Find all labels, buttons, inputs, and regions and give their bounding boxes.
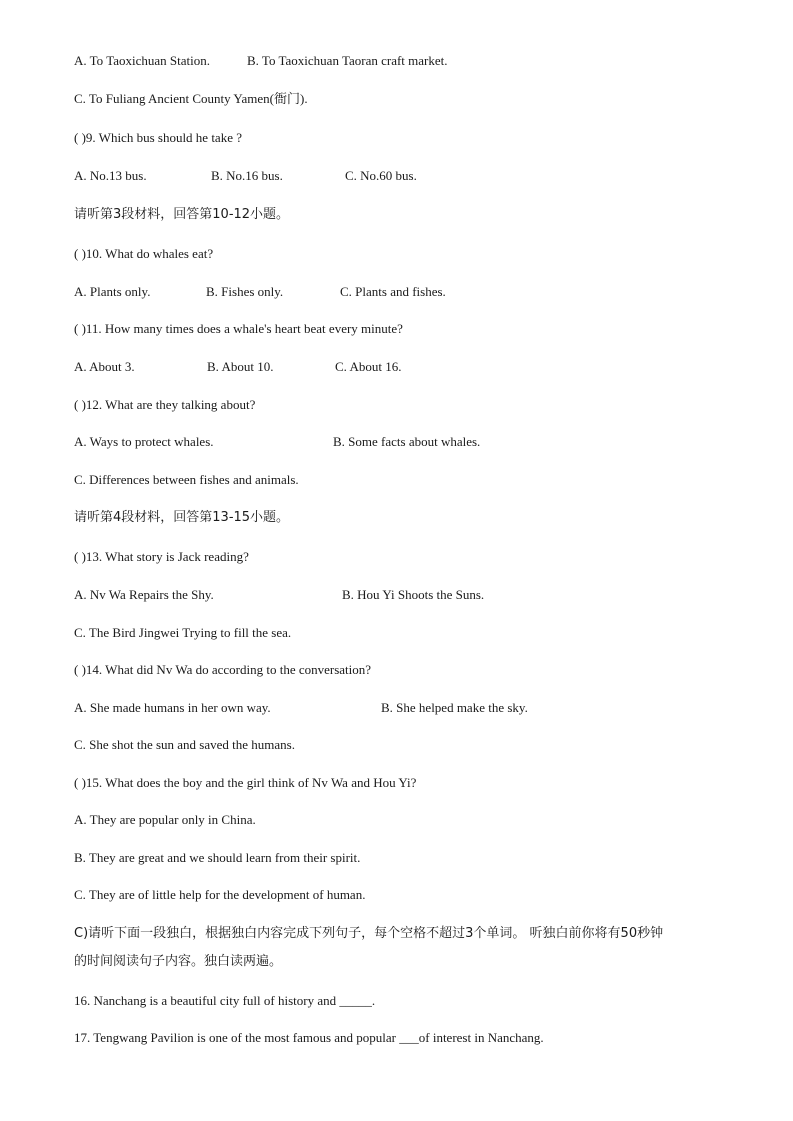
q8-option-c: C. To Fuliang Ancient County Yamen(衙门).	[74, 91, 308, 106]
q11-option-c: C. About 16.	[335, 359, 402, 374]
q13-option-c: C. The Bird Jingwei Trying to fill the sea.	[74, 625, 292, 640]
question-17: 17. Tengwang Pavilion is one of the most famous and popular ___of interest in Nanchang.	[74, 1030, 544, 1045]
question-16: 16. Nanchang is a beautiful city full of history and _____.	[74, 993, 376, 1008]
q11-option-a: A. About 3.	[74, 359, 135, 374]
q11-option-b: B. About 10.	[207, 359, 274, 374]
q12-option-c: C. Differences between fishes and animals.	[74, 472, 299, 487]
q10-option-a: A. Plants only.	[74, 284, 151, 299]
q8-option-a: A. To Taoxichuan Station.	[74, 53, 210, 68]
q12-option-a: A. Ways to protect whales.	[74, 434, 214, 449]
question-13: ( )13. What story is Jack reading?	[74, 549, 249, 564]
section-3-instruction: 请听第3段材料，回答第10-12小题。	[74, 207, 290, 222]
q14-option-c: C. She shot the sun and saved the humans.	[74, 737, 295, 752]
q14-option-b: B. She helped make the sky.	[381, 700, 528, 715]
q9-option-b: B. No.16 bus.	[211, 168, 283, 183]
q15-option-b: B. They are great and we should learn from their spirit.	[74, 850, 361, 865]
q13-option-a: A. Nv Wa Repairs the Shy.	[74, 587, 214, 602]
question-12: ( )12. What are they talking about?	[74, 397, 256, 412]
q8-option-b: B. To Taoxichuan Taoran craft market.	[247, 53, 448, 68]
question-10: ( )10. What do whales eat?	[74, 246, 214, 261]
section-c-instruction-line-2: 的时间阅读句子内容。独白读两遍。	[74, 954, 283, 969]
q15-option-a: A. They are popular only in China.	[74, 812, 256, 827]
question-14: ( )14. What did Nv Wa do according to the conversation?	[74, 662, 372, 677]
q13-option-b: B. Hou Yi Shoots the Suns.	[342, 587, 485, 602]
question-15: ( )15. What does the boy and the girl think of Nv Wa and Hou Yi?	[74, 775, 417, 790]
q15-option-c: C. They are of little help for the development of human.	[74, 887, 366, 902]
q14-option-a: A. She made humans in her own way.	[74, 700, 271, 715]
q12-option-b: B. Some facts about whales.	[333, 434, 481, 449]
section-4-instruction: 请听第4段材料，回答第13-15小题。	[74, 510, 290, 525]
q9-option-c: C. No.60 bus.	[345, 168, 417, 183]
q10-option-c: C. Plants and fishes.	[340, 284, 446, 299]
q10-option-b: B. Fishes only.	[206, 284, 284, 299]
section-c-instruction-line-1: C)请听下面一段独白，根据独白内容完成下列句子，每个空格不超过3个单词。 听独白前你将有50秒钟	[74, 926, 664, 941]
question-9: ( )9. Which bus should he take ?	[74, 130, 242, 145]
question-11: ( )11. How many times does a whale's heart beat every minute?	[74, 321, 403, 336]
q9-option-a: A. No.13 bus.	[74, 168, 147, 183]
